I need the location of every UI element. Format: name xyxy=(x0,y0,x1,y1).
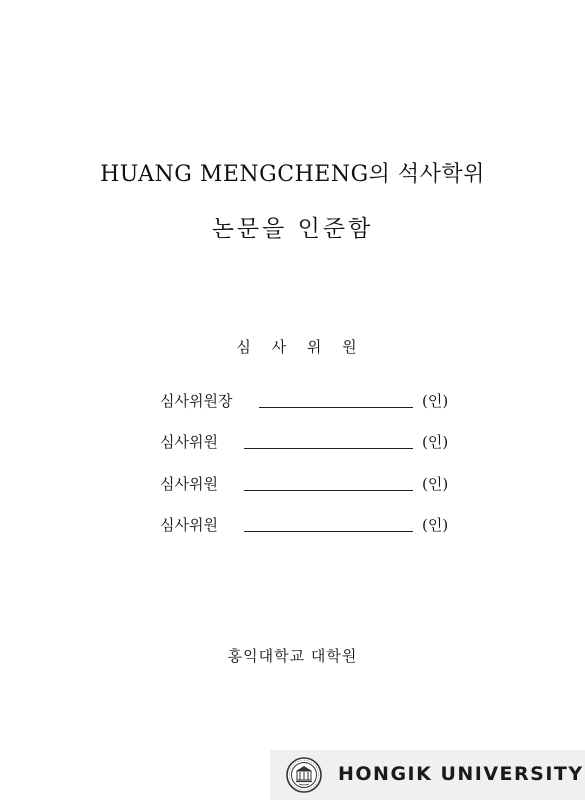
seal-mark: (인) xyxy=(422,433,449,451)
graduate-school-name: 홍익대학교 대학원 xyxy=(227,647,358,665)
committee-role-label: 심사위원 xyxy=(160,516,218,534)
seal-mark: (인) xyxy=(422,392,449,410)
signature-row-member xyxy=(160,514,460,536)
signature-line xyxy=(244,490,413,491)
committee-role-label: 심사위원장 xyxy=(160,392,233,410)
signature-row-chair xyxy=(160,390,460,412)
signature-row-member xyxy=(160,431,460,453)
seal-mark: (인) xyxy=(422,516,449,534)
university-logo-text: HONGIK UNIVERSITY xyxy=(338,763,584,785)
signature-line xyxy=(244,531,413,532)
thesis-title-line-2: 논문을 인준함 xyxy=(211,216,374,242)
committee-role-label: 심사위원 xyxy=(160,475,218,493)
university-logo xyxy=(270,750,585,800)
seal-mark: (인) xyxy=(422,475,449,493)
university-seal-icon xyxy=(286,757,322,793)
signature-row-member xyxy=(160,473,460,495)
thesis-title-line-1: HUANG MENGCHENG의 석사학위 xyxy=(100,162,485,187)
committee-heading: 심 사 위 원 xyxy=(236,338,365,356)
signature-line xyxy=(259,407,413,408)
signature-line xyxy=(244,448,413,449)
committee-role-label: 심사위원 xyxy=(160,433,218,451)
